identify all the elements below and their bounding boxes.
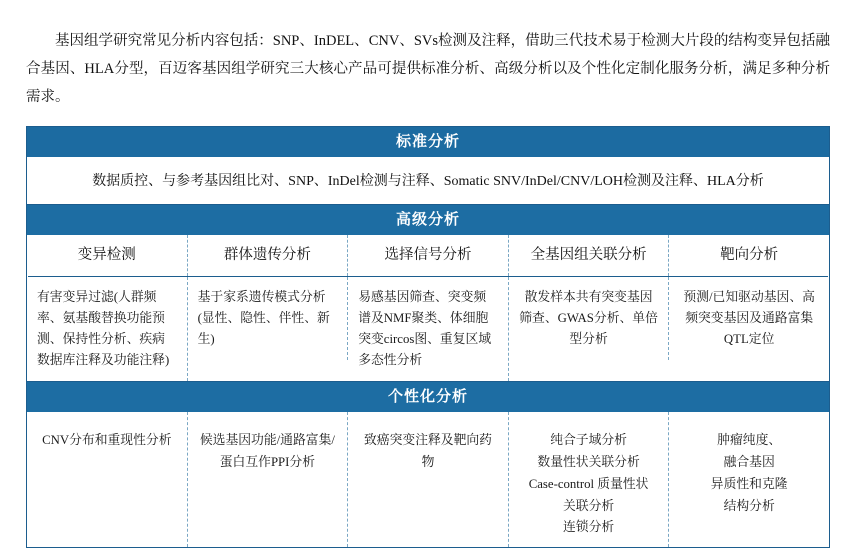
advanced-column-body: 散发样本共有突变基因筛查、GWAS分析、单倍型分析 xyxy=(509,277,670,360)
advanced-column-body: 基于家系遗传模式分析(显性、隐性、伴性、新生) xyxy=(188,277,349,360)
advanced-column-body: 易感基因筛查、突变频谱及NMF聚类、体细胞突变circos图、重复区域多态性分析 xyxy=(348,277,509,381)
personalized-column-body: 纯合子域分析 数量性状关联分析 Case-control 质量性状 关联分析 连锁分析 xyxy=(509,412,670,547)
personalized-column-body: 候选基因功能/通路富集/蛋白互作PPI分析 xyxy=(188,412,349,547)
advanced-column-header: 变异检测 xyxy=(27,235,188,276)
advanced-analysis-column-headers xyxy=(27,235,829,276)
advanced-analysis-header: 高级分析 xyxy=(27,205,829,235)
advanced-column-body: 预测/已知驱动基因、高频突变基因及通路富集QTL定位 xyxy=(683,289,815,347)
personalized-analysis-header: 个性化分析 xyxy=(27,382,829,412)
personalized-column-body: 肿瘤纯度、 融合基因 异质性和克隆 结构分析 xyxy=(710,433,788,513)
advanced-column-header: 选择信号分析 xyxy=(348,235,509,276)
personalized-analysis-row xyxy=(27,412,829,547)
document-page xyxy=(0,15,856,535)
advanced-analysis-block xyxy=(27,235,829,383)
personalized-column-body: 致癌突变注释及靶向药物 xyxy=(348,412,509,547)
standard-analysis-content: 数据质控、与参考基因组比对、SNP、InDel检测与注释、Somatic SNV/InDel/CNV/LOH检测及注释、HLA分析 xyxy=(27,157,829,205)
advanced-analysis-row xyxy=(27,277,829,381)
advanced-column-header: 靶向分析 xyxy=(720,246,779,263)
advanced-column-header: 群体遗传分析 xyxy=(188,235,349,276)
analysis-table xyxy=(26,126,830,548)
standard-analysis-header: 标准分析 xyxy=(27,127,829,157)
advanced-column-body: 有害变异过滤(人群频率、氨基酸替换功能预测、保持性分析、疾病数据库注释及功能注释) xyxy=(27,277,188,381)
personalized-column-body: CNV分布和重现性分析 xyxy=(27,412,188,547)
intro-paragraph: 基因组学研究常见分析内容包括：SNP、InDEL、CNV、SVs检测及注释，借助三代技术易于检测大片段的结构变异包括融合基因、HLA分型，百迈客基因组学研究三大核心产品可提供标准分析、高级分析以及个性化定制化服务分析，满足多种分析需求。 xyxy=(26,32,830,106)
advanced-column-header: 全基因组关联分析 xyxy=(509,235,670,276)
